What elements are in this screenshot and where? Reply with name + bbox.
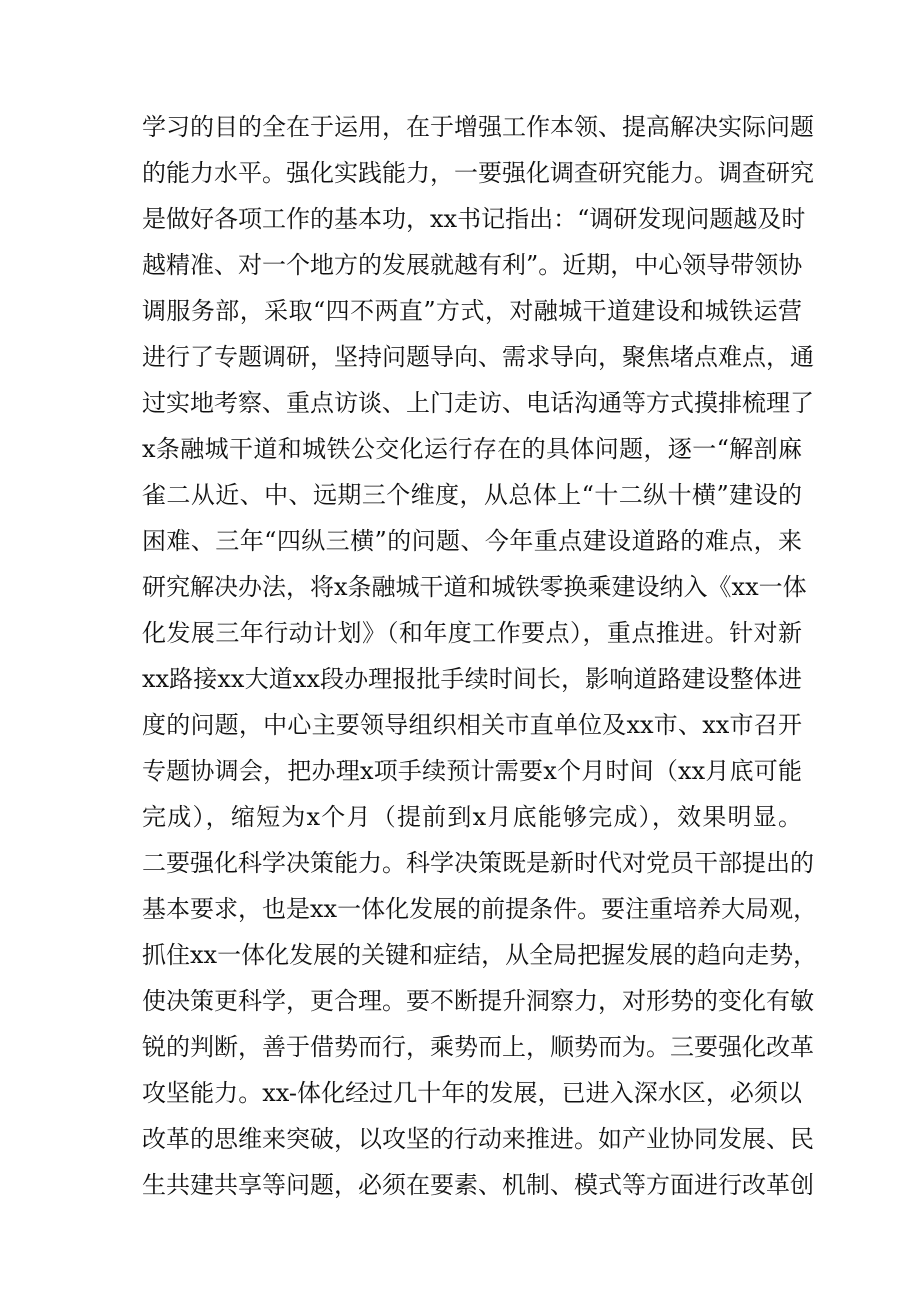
text-line: 基本要求，也是xx一体化发展的前提条件。要注重培养大局观， bbox=[142, 895, 818, 923]
text-line: 困难、三年“四纵三横”的问题、今年重点建设道路的难点，来 bbox=[142, 527, 802, 555]
text-line: xx路接xx大道xx段办理报批手续时间长，影响道路建设整体进 bbox=[142, 665, 802, 693]
text-line: 改革的思维来突破，以攻坚的行动来推进。如产业协同发展、民 bbox=[142, 1125, 814, 1153]
text-line: 学习的目的全在于运用，在于增强工作本领、提高解决实际问题 bbox=[142, 113, 814, 141]
text-line: 完成），缩短为x个月（提前到x月底能够完成），效果明显。 bbox=[142, 803, 802, 831]
text-line: 进行了专题调研，坚持问题导向、需求导向，聚焦堵点难点，通 bbox=[142, 343, 814, 371]
text-line: 化发展三年行动计划》（和年度工作要点），重点推进。针对新 bbox=[142, 619, 802, 647]
text-line: 调服务部，采取“四不两直”方式，对融城干道建设和城铁运营 bbox=[142, 297, 802, 325]
text-line: 度的问题，中心主要领导组织相关市直单位及xx市、xx市召开 bbox=[142, 711, 802, 739]
text-line: 专题协调会，把办理x项手续预计需要x个月时间（xx月底可能 bbox=[142, 757, 802, 785]
text-line: 越精准、对一个地方的发展就越有利”。近期，中心领导带领协 bbox=[142, 251, 803, 279]
text-line: 攻坚能力。xx-体化经过几十年的发展，已进入深水区，必须以 bbox=[142, 1079, 802, 1107]
text-line: 使决策更科学，更合理。要不断提升洞察力，对形势的变化有敏 bbox=[142, 987, 814, 1015]
body-paragraph bbox=[142, 104, 818, 1208]
text-line: 是做好各项工作的基本功，xx书记指出：“调研发现问题越及时 bbox=[142, 205, 806, 233]
text-line: 锐的判断，善于借势而行，乘势而上，顺势而为。三要强化改革 bbox=[142, 1033, 814, 1061]
text-line: 的能力水平。强化实践能力，一要强化调查研究能力。调查研究 bbox=[142, 159, 814, 187]
text-line: 雀二从近、中、远期三个维度，从总体上“十二纵十横”建设的 bbox=[142, 481, 802, 509]
text-line: 二要强化科学决策能力。科学决策既是新时代对党员干部提出的 bbox=[142, 849, 814, 877]
text-line: 生共建共享等问题，必须在要素、机制、模式等方面进行改革创 bbox=[142, 1171, 814, 1199]
text-line: 研究解决办法，将x条融城干道和城铁零换乘建设纳入《xx一体 bbox=[142, 573, 807, 601]
text-line: 抓住xx一体化发展的关键和症结，从全局把握发展的趋向走势， bbox=[142, 941, 818, 969]
text-line: x条融城干道和城铁公交化运行存在的具体问题，逐一“解剖麻 bbox=[142, 435, 802, 463]
text-line: 过实地考察、重点访谈、上门走访、电话沟通等方式摸排梳理了 bbox=[142, 389, 814, 417]
